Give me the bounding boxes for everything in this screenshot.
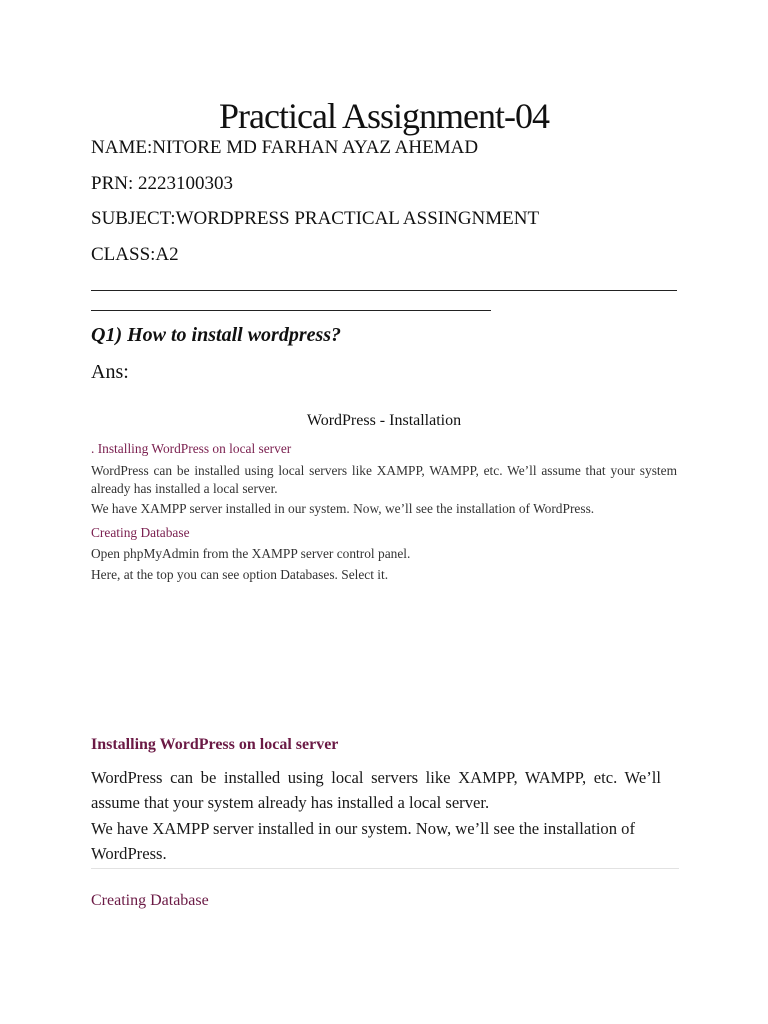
installing-local-server-heading: Installing WordPress on local server bbox=[91, 736, 339, 753]
creating-database-heading: Creating Database bbox=[91, 892, 209, 909]
question-heading: Q1) How to install wordpress? bbox=[91, 324, 342, 346]
section-divider bbox=[91, 868, 679, 869]
subject-line: SUBJECT:WORDPRESS PRACTICAL ASSINGNMENT bbox=[91, 208, 540, 229]
installation-heading: WordPress - Installation bbox=[306, 412, 462, 429]
step-open-phpmyadmin: Open phpMyAdmin from the XAMPP server control panel. bbox=[91, 546, 411, 561]
creating-database-link[interactable]: Creating Database bbox=[91, 525, 190, 540]
answer-label: Ans: bbox=[91, 361, 129, 383]
xampp-paragraph-large: We have XAMPP server installed in our system. Now, we’ll see the installation of WordPress. bbox=[91, 819, 635, 863]
intro-paragraph-small: WordPress can be installed using local servers like XAMPP, WAMPP, etc. We’ll assume that your system already has installed a local server. bbox=[91, 463, 677, 496]
intro-paragraph-large: WordPress can be installed using local servers like XAMPP, WAMPP, etc. We’ll assume that your system already has installed a local server. bbox=[91, 768, 661, 812]
xampp-paragraph-small: We have XAMPP server installed in our system. Now, we’ll see the installation of WordPress. bbox=[91, 501, 595, 516]
separator-line bbox=[91, 290, 677, 291]
page-title: Practical Assignment-04 bbox=[219, 96, 549, 136]
student-prn: PRN: 2223100303 bbox=[91, 173, 233, 194]
step-select-databases: Here, at the top you can see option Databases. Select it. bbox=[91, 567, 389, 582]
section-link-local-server[interactable]: . Installing WordPress on local server bbox=[91, 441, 292, 456]
class-line: CLASS:A2 bbox=[91, 244, 179, 265]
separator-line-short bbox=[91, 310, 491, 311]
student-name: NAME:NITORE MD FARHAN AYAZ AHEMAD bbox=[91, 137, 479, 158]
